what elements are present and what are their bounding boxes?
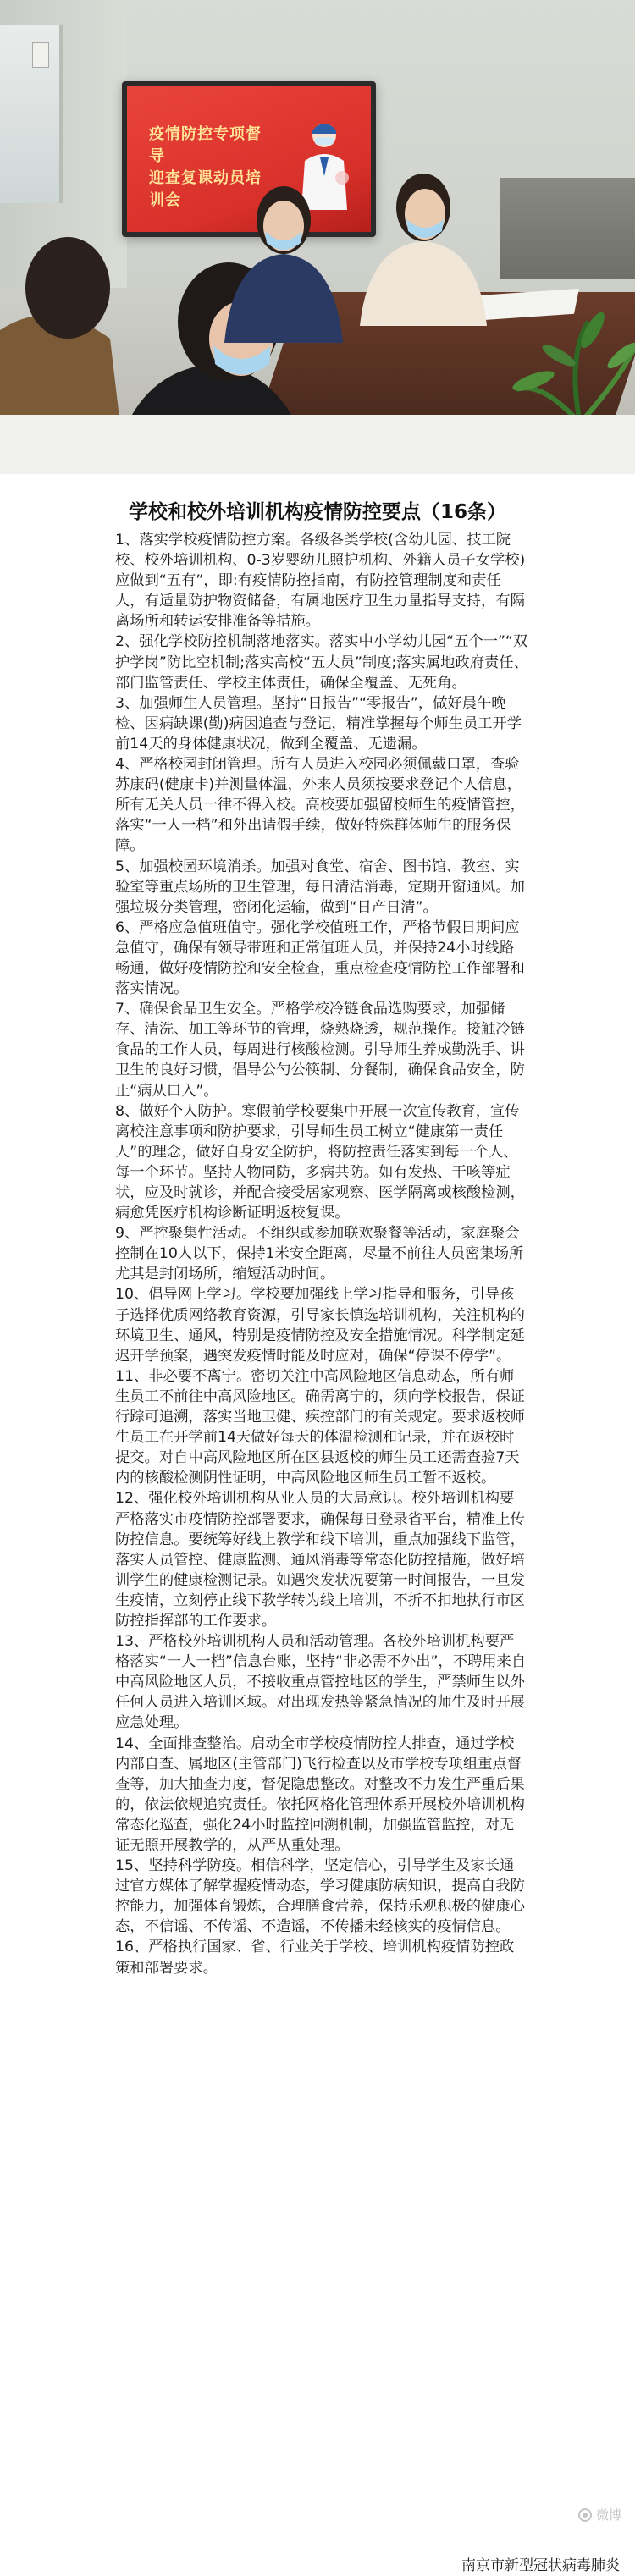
article-title: 学校和校外培训机构疫情防控要点（16条） [128, 501, 506, 523]
point-paragraph: 9、严控聚集性活动。不组织或参加联欢聚餐等活动，家庭聚会控制在10人以下，保持1米安全距离，尽量不前往人员密集场所尤其是封闭场所，缩短活动时间。 [115, 1225, 524, 1283]
point-paragraph: 11、非必要不离宁。密切关注中高风险地区信息动态，所有师生员工不前往中高风险地区。确需离宁的，须向学校报告，保证行踪可追溯，落实当地卫健、疾控部门的有关规定。要求返校师生员工在开学前14天做好每天的体温检测和记录，并在返校时提交。对自中高风险地区所在区县返校的师生员工还需查验7天内的核酸检测阴性证明，中高风险地区师生员工暂不返校。 [115, 1367, 525, 1487]
weibo-watermark [578, 2506, 621, 2524]
point-paragraph: 8、做好个人防护。寒假前学校要集中开展一次宣传教育，宣传离校注意事项和防护要求，引导师生员工树立“健康第一责任人”的理念，做好自身安全防护，将防控责任落实到每一个人、每一个环节。坚持人物同防，多病共防。如有发热、干咳等症状，应及时就诊，并配合接受居家观察、医学隔离或核酸检测，病愈凭医疗机构诊断证明返校复课。 [115, 1102, 525, 1222]
point-paragraph: 1、落实学校疫情防控方案。各级各类学校(含幼儿园、技工院校、校外培训机构、0-3岁婴幼儿照护机构、外籍人员子女学校)应做到“五有”，即:有疫情防控指南，有防控管理制度和责任人，有适量防护物资储备，有属地医疗卫生力量指导支持，有隔离场所和转运安排准备等措施。 [115, 532, 526, 631]
meeting-photo [0, 0, 635, 474]
issuer-signature: 南京市新型冠状病毒肺炎 [461, 2557, 620, 2574]
point-paragraph: 4、严格校园封闭管理。所有人员进入校园必须佩戴口罩，查验苏康码(健康卡)并测量体温，外来人员须按要求登记个人信息，所有无关人员一律不得入校。高校要加强留校师生的疫情管控，落实“一人一档”和外出请假手续，做好特殊群体师生的服务保障。 [115, 756, 525, 855]
point-paragraph: 7、确保食品卫生安全。严格学校冷链食品选购要求，加强储存、清洗、加工等环节的管理，烧熟烧透，规范操作。接触冷链食品的工作人员，每周进行核酸检测。引导师生养成勤洗手、讲卫生的良好习惯，倡导公勺公筷制、分餐制，确保食品安全，防止“病从口入”。 [115, 1001, 525, 1100]
point-paragraph: 2、强化学校防控机制落地落实。落实中小学幼儿园“五个一”“双护学岗”防比空机制;落实高校“五大员”制度;落实属地政府责任、部门监管责任、学校主体责任，确保全覆盖、无死角。 [115, 633, 528, 692]
point-paragraph: 12、强化校外培训机构从业人员的大局意识。校外培训机构要严格落实市疫情防控部署要求，确保每日登录省平台，精准上传防控信息。要统筹好线上教学和线下培训，重点加强线下监管，落实人员管控、健康监测、通风消毒等常态化防控措施，做好培训学生的健康检测记录。如遇突发状况要第一时间报告，一旦发生疫情，立刻停止线下教学转为线上培训，不折不扣地执行市区防控指挥部的工作要求。 [115, 1490, 525, 1630]
point-paragraph: 15、坚持科学防疫。相信科学，坚定信心，引导学生及家长通过官方媒体了解掌握疫情动态，学习健康防病知识，提高自我防控能力，加强体育锻炼，合理膳食营养，保持乐观积极的健康心态，不信谣、不传谣、不造谣，不传播未经核实的疫情信息。 [115, 1857, 525, 1936]
slide-title-line: 迎查复课动员培训会 [149, 169, 262, 209]
attendee-middle [216, 174, 351, 343]
slide-title-line: 疫情防控专项督导 [149, 125, 262, 165]
watermark-text: 微博 [595, 2507, 621, 2523]
window [0, 25, 63, 203]
floor [0, 415, 635, 474]
point-paragraph: 3、加强师生人员管理。坚持“日报告”“零报告”，做好晨午晚检、因病缺课(勤)病因追查与登记，精准掌握每个师生员工开学前14天的身体健康状况，做到全覆盖、无遗漏。 [115, 694, 522, 753]
article [0, 474, 635, 2576]
point-paragraph: 16、严格执行国家、省、行业关于学校、培训机构疫情防控政策和部署要求。 [115, 1939, 515, 1977]
point-paragraph: 13、严格校外培训机构人员和活动管理。各校外培训机构要严格落实“一人一档”信息台账，坚持“非必需不外出”，不聘用来自中高风险地区人员，不接收重点管控地区的学生，严禁师生以外任何人员进入培训区域。对出现发热等紧急情况的师生及时开展应急处理。 [115, 1633, 527, 1732]
attendee-right [356, 165, 491, 326]
point-paragraph: 5、加强校园环境消杀。加强对食堂、宿舍、图书馆、教室、实验室等重点场所的卫生管理，每日清洁消毒，定期开窗通风。加强垃圾分类管理，密闭化运输，做到“日产日清”。 [115, 858, 525, 916]
wall-outlet [32, 42, 49, 68]
article-body [115, 530, 528, 1978]
point-paragraph: 10、倡导网上学习。学校要加强线上学习指导和服务，引导孩子选择优质网络教育资源，引导家长慎选培训机构，关注机构的环境卫生、通风，特别是疫情防控及安全措施情况。科学制定延迟开学预案，遇突发疫情时能及时应对，确保“停课不停学”。 [115, 1286, 525, 1365]
weibo-logo-icon [578, 2508, 592, 2522]
point-paragraph: 6、严格应急值班值守。强化学校值班工作，严格节假日期间应急值守，确保有领导带班和正常值班人员，并保持24小时线路畅通，做好疫情防控和安全检查，重点检查疫情防控工作部署和落实情况。 [115, 918, 525, 998]
point-paragraph: 14、全面排查整治。启动全市学校疫情防控大排查，通过学校内部自查、属地区(主管部门)飞行检查以及市学校专项组重点督查等，加大抽查力度，督促隐患整改。对整改不力发生严重后果的，依法依规追究责任。依托网格化管理体系开展校外培训机构常态化巡查，强化24小时监控回溯机制，加强监管监控，对无证无照开展教学的，从严从重处理。 [115, 1735, 525, 1854]
